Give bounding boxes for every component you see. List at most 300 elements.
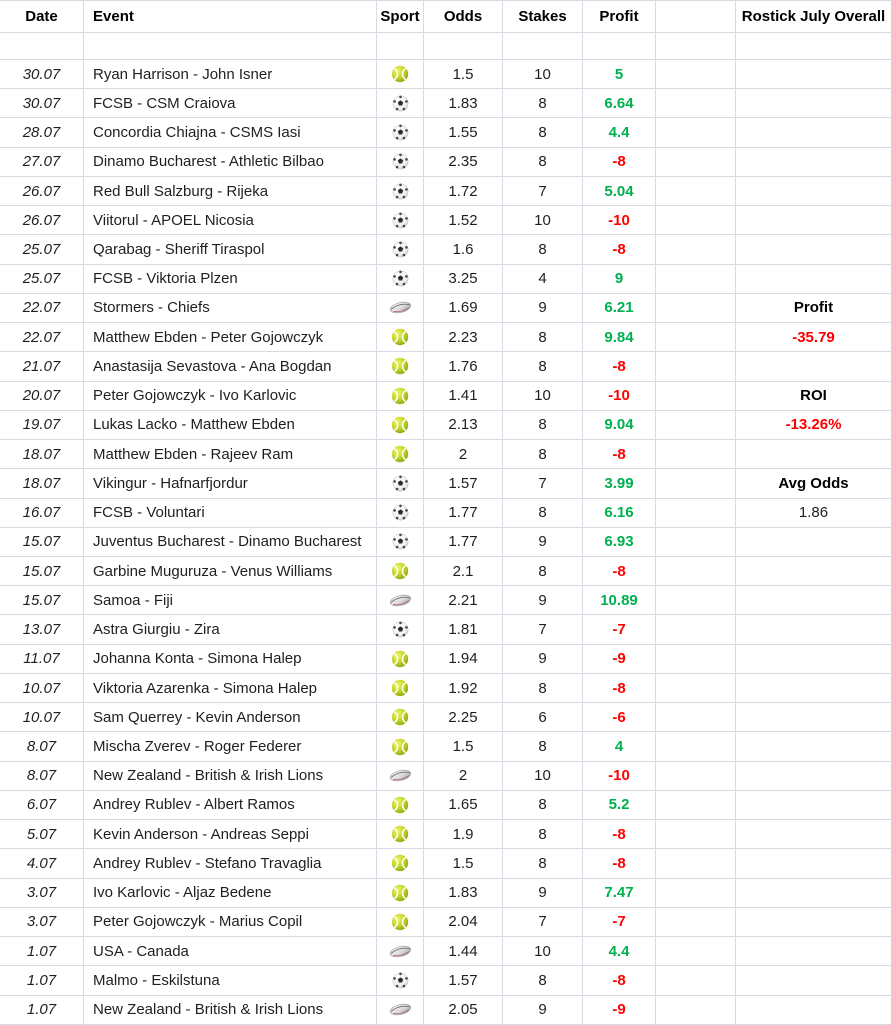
profit-cell: -6 bbox=[583, 703, 656, 732]
stakes-cell: 8 bbox=[503, 966, 583, 995]
overall-cell bbox=[736, 60, 891, 89]
event-cell: New Zealand - British & Irish Lions bbox=[84, 762, 377, 791]
soccer-ball-icon bbox=[392, 183, 409, 200]
profit-cell: 6.64 bbox=[583, 89, 656, 118]
date-cell: 10.07 bbox=[0, 703, 84, 732]
tennis-ball-icon bbox=[391, 738, 409, 756]
sport-cell bbox=[377, 528, 424, 557]
rugby-ball-icon bbox=[388, 593, 413, 608]
event-cell: Vikingur - Hafnarfjordur bbox=[84, 469, 377, 498]
odds-cell: 2.1 bbox=[424, 557, 503, 586]
spacer-cell bbox=[656, 762, 736, 791]
profit-cell: 9 bbox=[583, 265, 656, 294]
overall-cell bbox=[736, 791, 891, 820]
event-cell: Mischa Zverev - Roger Federer bbox=[84, 732, 377, 761]
overall-cell: -35.79 bbox=[736, 323, 891, 352]
odds-cell: 1.76 bbox=[424, 352, 503, 381]
profit-cell: 6.16 bbox=[583, 499, 656, 528]
stakes-cell: 10 bbox=[503, 937, 583, 966]
spacer-cell bbox=[656, 703, 736, 732]
overall-cell bbox=[736, 586, 891, 615]
sport-cell bbox=[377, 352, 424, 381]
odds-cell: 2.05 bbox=[424, 996, 503, 1025]
odds-cell: 2.23 bbox=[424, 323, 503, 352]
spacer-cell bbox=[656, 996, 736, 1025]
sport-cell bbox=[377, 996, 424, 1025]
event-cell: Dinamo Bucharest - Athletic Bilbao bbox=[84, 148, 377, 177]
event-cell: Sam Querrey - Kevin Anderson bbox=[84, 703, 377, 732]
odds-cell: 1.5 bbox=[424, 849, 503, 878]
odds-cell: 1.65 bbox=[424, 791, 503, 820]
profit-cell: 5.04 bbox=[583, 177, 656, 206]
stakes-cell: 7 bbox=[503, 469, 583, 498]
event-cell: USA - Canada bbox=[84, 937, 377, 966]
event-cell: Johanna Konta - Simona Halep bbox=[84, 645, 377, 674]
soccer-ball-icon bbox=[392, 124, 409, 141]
spacer-cell bbox=[656, 411, 736, 440]
sport-cell bbox=[377, 382, 424, 411]
tennis-ball-icon bbox=[391, 913, 409, 931]
profit-cell: 6.93 bbox=[583, 528, 656, 557]
odds-cell: 1.77 bbox=[424, 499, 503, 528]
tennis-ball-icon bbox=[391, 562, 409, 580]
overall-cell bbox=[736, 265, 891, 294]
sport-cell bbox=[377, 118, 424, 147]
event-cell: Matthew Ebden - Peter Gojowczyk bbox=[84, 323, 377, 352]
spacer-cell bbox=[656, 323, 736, 352]
spacer-cell bbox=[656, 206, 736, 235]
profit-cell: 9.04 bbox=[583, 411, 656, 440]
odds-cell: 1.5 bbox=[424, 732, 503, 761]
date-cell: 30.07 bbox=[0, 60, 84, 89]
odds-cell: 1.77 bbox=[424, 528, 503, 557]
stakes-cell: 8 bbox=[503, 557, 583, 586]
odds-cell: 2.13 bbox=[424, 411, 503, 440]
soccer-ball-icon bbox=[392, 621, 409, 638]
stakes-cell: 8 bbox=[503, 323, 583, 352]
spacer-cell bbox=[656, 732, 736, 761]
odds-cell: 1.9 bbox=[424, 820, 503, 849]
tennis-ball-icon bbox=[391, 679, 409, 697]
profit-cell: 9.84 bbox=[583, 323, 656, 352]
event-cell: Ivo Karlovic - Aljaz Bedene bbox=[84, 879, 377, 908]
event-cell: Astra Giurgiu - Zira bbox=[84, 615, 377, 644]
blank-cell bbox=[656, 33, 736, 60]
spacer-cell bbox=[656, 645, 736, 674]
overall-cell bbox=[736, 528, 891, 557]
odds-cell: 1.57 bbox=[424, 966, 503, 995]
odds-cell: 1.55 bbox=[424, 118, 503, 147]
rugby-ball-icon bbox=[388, 768, 413, 783]
profit-cell: -10 bbox=[583, 762, 656, 791]
date-cell: 13.07 bbox=[0, 615, 84, 644]
odds-cell: 1.81 bbox=[424, 615, 503, 644]
overall-cell bbox=[736, 89, 891, 118]
date-cell: 15.07 bbox=[0, 528, 84, 557]
date-cell: 5.07 bbox=[0, 820, 84, 849]
odds-cell: 2.21 bbox=[424, 586, 503, 615]
profit-cell: -8 bbox=[583, 557, 656, 586]
stakes-cell: 8 bbox=[503, 732, 583, 761]
sport-cell bbox=[377, 89, 424, 118]
header-event: Event bbox=[84, 1, 377, 33]
blank-cell bbox=[583, 33, 656, 60]
blank-cell bbox=[84, 33, 377, 60]
sport-cell bbox=[377, 908, 424, 937]
odds-cell: 1.44 bbox=[424, 937, 503, 966]
profit-cell: 10.89 bbox=[583, 586, 656, 615]
stakes-cell: 8 bbox=[503, 411, 583, 440]
spacer-cell bbox=[656, 60, 736, 89]
date-cell: 3.07 bbox=[0, 908, 84, 937]
event-cell: Andrey Rublev - Albert Ramos bbox=[84, 791, 377, 820]
spacer-cell bbox=[656, 235, 736, 264]
tennis-ball-icon bbox=[391, 884, 409, 902]
header-overall: Rostick July Overall bbox=[736, 1, 891, 33]
profit-cell: -8 bbox=[583, 849, 656, 878]
event-cell: Viktoria Azarenka - Simona Halep bbox=[84, 674, 377, 703]
odds-cell: 2.35 bbox=[424, 148, 503, 177]
soccer-ball-icon bbox=[392, 972, 409, 989]
soccer-ball-icon bbox=[392, 153, 409, 170]
header-odds: Odds bbox=[424, 1, 503, 33]
soccer-ball-icon bbox=[392, 241, 409, 258]
stakes-cell: 8 bbox=[503, 235, 583, 264]
spacer-cell bbox=[656, 177, 736, 206]
odds-cell: 1.5 bbox=[424, 60, 503, 89]
sport-cell bbox=[377, 469, 424, 498]
stakes-cell: 9 bbox=[503, 879, 583, 908]
sport-cell bbox=[377, 265, 424, 294]
spacer-cell bbox=[656, 820, 736, 849]
overall-cell bbox=[736, 645, 891, 674]
event-cell: Garbine Muguruza - Venus Williams bbox=[84, 557, 377, 586]
date-cell: 20.07 bbox=[0, 382, 84, 411]
stakes-cell: 10 bbox=[503, 382, 583, 411]
odds-cell: 1.72 bbox=[424, 177, 503, 206]
profit-cell: -7 bbox=[583, 615, 656, 644]
overall-cell bbox=[736, 966, 891, 995]
odds-cell: 2 bbox=[424, 440, 503, 469]
blank-cell bbox=[736, 33, 891, 60]
date-cell: 4.07 bbox=[0, 849, 84, 878]
sport-cell bbox=[377, 177, 424, 206]
overall-cell bbox=[736, 879, 891, 908]
soccer-ball-icon bbox=[392, 504, 409, 521]
sport-cell bbox=[377, 615, 424, 644]
overall-cell: Profit bbox=[736, 294, 891, 323]
overall-cell bbox=[736, 440, 891, 469]
event-cell: FCSB - Voluntari bbox=[84, 499, 377, 528]
soccer-ball-icon bbox=[392, 212, 409, 229]
sport-cell bbox=[377, 849, 424, 878]
blank-cell bbox=[377, 33, 424, 60]
date-cell: 15.07 bbox=[0, 557, 84, 586]
sport-cell bbox=[377, 235, 424, 264]
profit-cell: -8 bbox=[583, 674, 656, 703]
stakes-cell: 8 bbox=[503, 499, 583, 528]
sport-cell bbox=[377, 820, 424, 849]
tennis-ball-icon bbox=[391, 708, 409, 726]
stakes-cell: 8 bbox=[503, 820, 583, 849]
sport-cell bbox=[377, 557, 424, 586]
profit-cell: -8 bbox=[583, 352, 656, 381]
odds-cell: 1.83 bbox=[424, 89, 503, 118]
odds-cell: 1.6 bbox=[424, 235, 503, 264]
stakes-cell: 8 bbox=[503, 791, 583, 820]
stakes-cell: 8 bbox=[503, 148, 583, 177]
date-cell: 1.07 bbox=[0, 966, 84, 995]
overall-cell bbox=[736, 557, 891, 586]
stakes-cell: 8 bbox=[503, 118, 583, 147]
sport-cell bbox=[377, 966, 424, 995]
odds-cell: 1.94 bbox=[424, 645, 503, 674]
profit-cell: 3.99 bbox=[583, 469, 656, 498]
profit-cell: -7 bbox=[583, 908, 656, 937]
stakes-cell: 6 bbox=[503, 703, 583, 732]
spacer-cell bbox=[656, 89, 736, 118]
sport-cell bbox=[377, 60, 424, 89]
tennis-ball-icon bbox=[391, 445, 409, 463]
event-cell: Samoa - Fiji bbox=[84, 586, 377, 615]
date-cell: 22.07 bbox=[0, 323, 84, 352]
event-cell: Malmo - Eskilstuna bbox=[84, 966, 377, 995]
profit-cell: 6.21 bbox=[583, 294, 656, 323]
date-cell: 8.07 bbox=[0, 762, 84, 791]
date-cell: 15.07 bbox=[0, 586, 84, 615]
stakes-cell: 10 bbox=[503, 60, 583, 89]
overall-cell: ROI bbox=[736, 382, 891, 411]
sport-cell bbox=[377, 762, 424, 791]
profit-cell: -8 bbox=[583, 820, 656, 849]
profit-cell: -10 bbox=[583, 382, 656, 411]
spacer-cell bbox=[656, 265, 736, 294]
overall-cell bbox=[736, 908, 891, 937]
odds-cell: 1.41 bbox=[424, 382, 503, 411]
profit-cell: 5.2 bbox=[583, 791, 656, 820]
sport-cell bbox=[377, 674, 424, 703]
event-cell: FCSB - Viktoria Plzen bbox=[84, 265, 377, 294]
spacer-cell bbox=[656, 148, 736, 177]
date-cell: 28.07 bbox=[0, 118, 84, 147]
profit-cell: -10 bbox=[583, 206, 656, 235]
sport-cell bbox=[377, 586, 424, 615]
tennis-ball-icon bbox=[391, 416, 409, 434]
date-cell: 22.07 bbox=[0, 294, 84, 323]
date-cell: 25.07 bbox=[0, 235, 84, 264]
spacer-cell bbox=[656, 352, 736, 381]
event-cell: Peter Gojowczyk - Ivo Karlovic bbox=[84, 382, 377, 411]
stakes-cell: 7 bbox=[503, 908, 583, 937]
spacer-cell bbox=[656, 966, 736, 995]
stakes-cell: 8 bbox=[503, 352, 583, 381]
spacer-cell bbox=[656, 528, 736, 557]
spacer-cell bbox=[656, 557, 736, 586]
event-cell: New Zealand - British & Irish Lions bbox=[84, 996, 377, 1025]
header-profit: Profit bbox=[583, 1, 656, 33]
date-cell: 30.07 bbox=[0, 89, 84, 118]
soccer-ball-icon bbox=[392, 533, 409, 550]
date-cell: 26.07 bbox=[0, 206, 84, 235]
event-cell: Anastasija Sevastova - Ana Bogdan bbox=[84, 352, 377, 381]
tennis-ball-icon bbox=[391, 328, 409, 346]
overall-cell bbox=[736, 820, 891, 849]
blank-cell bbox=[503, 33, 583, 60]
date-cell: 21.07 bbox=[0, 352, 84, 381]
stakes-cell: 7 bbox=[503, 615, 583, 644]
spacer-cell bbox=[656, 469, 736, 498]
date-cell: 19.07 bbox=[0, 411, 84, 440]
soccer-ball-icon bbox=[392, 475, 409, 492]
odds-cell: 2.25 bbox=[424, 703, 503, 732]
stakes-cell: 9 bbox=[503, 528, 583, 557]
profit-cell: 4 bbox=[583, 732, 656, 761]
date-cell: 1.07 bbox=[0, 937, 84, 966]
spacer-cell bbox=[656, 791, 736, 820]
blank-cell bbox=[424, 33, 503, 60]
tennis-ball-icon bbox=[391, 825, 409, 843]
overall-cell bbox=[736, 762, 891, 791]
event-cell: Andrey Rublev - Stefano Travaglia bbox=[84, 849, 377, 878]
sport-cell bbox=[377, 148, 424, 177]
spacer-cell bbox=[656, 118, 736, 147]
spacer-cell bbox=[656, 849, 736, 878]
overall-cell bbox=[736, 674, 891, 703]
profit-cell: 5 bbox=[583, 60, 656, 89]
rugby-ball-icon bbox=[388, 300, 413, 315]
spacer-cell bbox=[656, 499, 736, 528]
sport-cell bbox=[377, 206, 424, 235]
odds-cell: 2 bbox=[424, 762, 503, 791]
profit-cell: -8 bbox=[583, 148, 656, 177]
overall-cell bbox=[736, 352, 891, 381]
overall-cell bbox=[736, 206, 891, 235]
sport-cell bbox=[377, 879, 424, 908]
profit-cell: -9 bbox=[583, 996, 656, 1025]
tennis-ball-icon bbox=[391, 854, 409, 872]
sport-cell bbox=[377, 732, 424, 761]
date-cell: 25.07 bbox=[0, 265, 84, 294]
odds-cell: 1.69 bbox=[424, 294, 503, 323]
overall-cell: -13.26% bbox=[736, 411, 891, 440]
stakes-cell: 7 bbox=[503, 177, 583, 206]
profit-cell: -9 bbox=[583, 645, 656, 674]
sport-cell bbox=[377, 411, 424, 440]
spacer-cell bbox=[656, 937, 736, 966]
odds-cell: 2.04 bbox=[424, 908, 503, 937]
tennis-ball-icon bbox=[391, 796, 409, 814]
spacer-cell bbox=[656, 294, 736, 323]
date-cell: 3.07 bbox=[0, 879, 84, 908]
tennis-ball-icon bbox=[391, 387, 409, 405]
header-date: Date bbox=[0, 1, 84, 33]
date-cell: 8.07 bbox=[0, 732, 84, 761]
tennis-ball-icon bbox=[391, 357, 409, 375]
tennis-ball-icon bbox=[391, 650, 409, 668]
spacer-cell bbox=[656, 440, 736, 469]
overall-cell: Avg Odds bbox=[736, 469, 891, 498]
stakes-cell: 8 bbox=[503, 849, 583, 878]
stakes-cell: 9 bbox=[503, 586, 583, 615]
event-cell: Juventus Bucharest - Dinamo Bucharest bbox=[84, 528, 377, 557]
stakes-cell: 8 bbox=[503, 674, 583, 703]
spacer-cell bbox=[656, 382, 736, 411]
stakes-cell: 8 bbox=[503, 89, 583, 118]
event-cell: Ryan Harrison - John Isner bbox=[84, 60, 377, 89]
event-cell: Red Bull Salzburg - Rijeka bbox=[84, 177, 377, 206]
sport-cell bbox=[377, 703, 424, 732]
sport-cell bbox=[377, 440, 424, 469]
spacer-cell bbox=[656, 879, 736, 908]
overall-cell bbox=[736, 118, 891, 147]
rugby-ball-icon bbox=[388, 944, 413, 959]
overall-cell bbox=[736, 849, 891, 878]
date-cell: 6.07 bbox=[0, 791, 84, 820]
event-cell: FCSB - CSM Craiova bbox=[84, 89, 377, 118]
profit-cell: -8 bbox=[583, 440, 656, 469]
event-cell: Lukas Lacko - Matthew Ebden bbox=[84, 411, 377, 440]
stakes-cell: 9 bbox=[503, 996, 583, 1025]
date-cell: 16.07 bbox=[0, 499, 84, 528]
sport-cell bbox=[377, 294, 424, 323]
sport-cell bbox=[377, 645, 424, 674]
tennis-ball-icon bbox=[391, 65, 409, 83]
sport-cell bbox=[377, 499, 424, 528]
blank-cell bbox=[0, 33, 84, 60]
sport-cell bbox=[377, 791, 424, 820]
overall-cell bbox=[736, 937, 891, 966]
odds-cell: 1.92 bbox=[424, 674, 503, 703]
profit-cell: -8 bbox=[583, 966, 656, 995]
header-spacer bbox=[656, 1, 736, 33]
odds-cell: 1.52 bbox=[424, 206, 503, 235]
spacer-cell bbox=[656, 586, 736, 615]
profit-cell: 4.4 bbox=[583, 118, 656, 147]
spacer-cell bbox=[656, 674, 736, 703]
soccer-ball-icon bbox=[392, 270, 409, 287]
spacer-cell bbox=[656, 615, 736, 644]
date-cell: 18.07 bbox=[0, 469, 84, 498]
stakes-cell: 4 bbox=[503, 265, 583, 294]
overall-cell bbox=[736, 703, 891, 732]
sport-cell bbox=[377, 937, 424, 966]
overall-cell bbox=[736, 148, 891, 177]
odds-cell: 1.57 bbox=[424, 469, 503, 498]
event-cell: Matthew Ebden - Rajeev Ram bbox=[84, 440, 377, 469]
date-cell: 27.07 bbox=[0, 148, 84, 177]
profit-cell: 7.47 bbox=[583, 879, 656, 908]
date-cell: 1.07 bbox=[0, 996, 84, 1025]
date-cell: 11.07 bbox=[0, 645, 84, 674]
stakes-cell: 8 bbox=[503, 440, 583, 469]
spacer-cell bbox=[656, 908, 736, 937]
date-cell: 26.07 bbox=[0, 177, 84, 206]
rugby-ball-icon bbox=[388, 1002, 413, 1017]
sport-cell bbox=[377, 323, 424, 352]
header-stakes: Stakes bbox=[503, 1, 583, 33]
overall-cell bbox=[736, 177, 891, 206]
overall-cell bbox=[736, 732, 891, 761]
stakes-cell: 10 bbox=[503, 206, 583, 235]
stakes-cell: 9 bbox=[503, 645, 583, 674]
overall-cell: 1.86 bbox=[736, 499, 891, 528]
profit-cell: 4.4 bbox=[583, 937, 656, 966]
date-cell: 10.07 bbox=[0, 674, 84, 703]
soccer-ball-icon bbox=[392, 95, 409, 112]
event-cell: Stormers - Chiefs bbox=[84, 294, 377, 323]
event-cell: Concordia Chiajna - CSMS Iasi bbox=[84, 118, 377, 147]
header-sport: Sport bbox=[377, 1, 424, 33]
